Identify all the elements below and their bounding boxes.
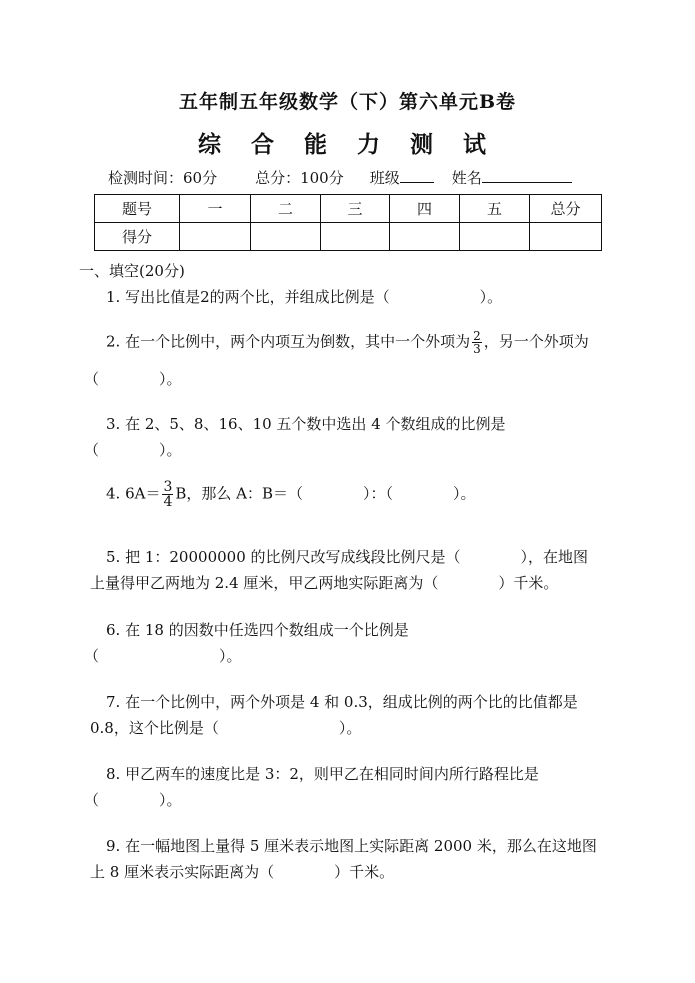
score-table-header: 四: [390, 195, 460, 223]
score-cell[interactable]: [530, 223, 602, 251]
score-table-header: 三: [321, 195, 390, 223]
question-6: 6. 在 18 的因数中任选四个数组成一个比例是: [106, 621, 409, 639]
score-table-header: 五: [460, 195, 530, 223]
question-2-text: 2. 在一个比例中，两个内项互为倒数，其中一个外项为: [106, 332, 471, 351]
question-6-answer-line: （ ）。: [84, 647, 242, 665]
score-cell[interactable]: [180, 223, 251, 251]
score-cell[interactable]: [390, 223, 460, 251]
question-3: 3. 在 2、5、8、16、10 五个数中选出 4 个数组成的比例是: [106, 415, 506, 433]
name-blank[interactable]: [482, 168, 572, 183]
class-blank[interactable]: [400, 168, 434, 183]
question-4-text: 4. 6A＝: [106, 484, 161, 503]
question-7: 7. 在一个比例中，两个外项是 4 和 0.3，组成比例的两个比的比值都是: [106, 693, 578, 711]
class-label: 班级: [369, 169, 400, 187]
score-table-header: 一: [180, 195, 251, 223]
score-table-header-row: [95, 195, 602, 223]
score-cell[interactable]: [321, 223, 390, 251]
score-cell[interactable]: [460, 223, 530, 251]
score-table-header: 总分: [530, 195, 602, 223]
question-5: 5. 把 1：20000000 的比例尺改写成线段比例尺是（ ），在地图: [106, 548, 589, 566]
score-row-label: 得分: [95, 223, 180, 251]
score-table-header: 二: [251, 195, 321, 223]
score-table-row: [95, 223, 602, 251]
score-cell[interactable]: [251, 223, 321, 251]
question-5-cont: 上量得甲乙两地为 2.4 厘米，甲乙两地实际距离为（ ）千米。: [90, 574, 559, 592]
question-4-text-cont: B，那么 A：B＝（ ）：（ ）。: [175, 484, 476, 503]
fraction-denominator: 3: [473, 342, 481, 356]
exam-title: 五年制五年级数学（下）第六单元B卷: [178, 91, 517, 113]
question-7-cont: 0.8，这个比例是（ ）。: [90, 719, 362, 737]
score-table: [94, 194, 602, 251]
fraction: [162, 480, 173, 509]
question-2: [106, 330, 589, 355]
name-label: 姓名: [451, 169, 482, 187]
question-4: [106, 480, 476, 509]
question-1: 1. 写出比值是2的两个比，并组成比例是（ ）。: [106, 288, 503, 306]
question-2-answer-line: （ ）。: [84, 370, 182, 388]
question-3-answer-line: （ ）。: [84, 441, 182, 459]
exam-subtitle: 综 合 能 力 测 试: [197, 131, 498, 158]
question-2-text-cont: ，另一个外项为: [483, 332, 589, 351]
score-table-header: 题号: [95, 195, 180, 223]
fraction-numerator: 2: [473, 329, 481, 343]
exam-info-line: [108, 167, 572, 188]
total-score: 总分：100分: [255, 169, 344, 187]
section-title: 一、填空(20分): [79, 262, 185, 280]
test-time: 检测时间：60分: [108, 169, 218, 187]
fraction: [472, 330, 482, 355]
question-9-cont: 上 8 厘米表示实际距离为（ ）千米。: [90, 863, 395, 881]
fraction-numerator: 3: [163, 479, 173, 495]
question-8-answer-line: （ ）。: [84, 791, 182, 809]
question-8: 8. 甲乙两车的速度比是 3：2，则甲乙在相同时间内所行路程比是: [106, 765, 539, 783]
fraction-denominator: 4: [163, 494, 173, 510]
question-9: 9. 在一幅地图上量得 5 厘米表示地图上实际距离 2000 米，那么在这地图: [106, 837, 597, 855]
